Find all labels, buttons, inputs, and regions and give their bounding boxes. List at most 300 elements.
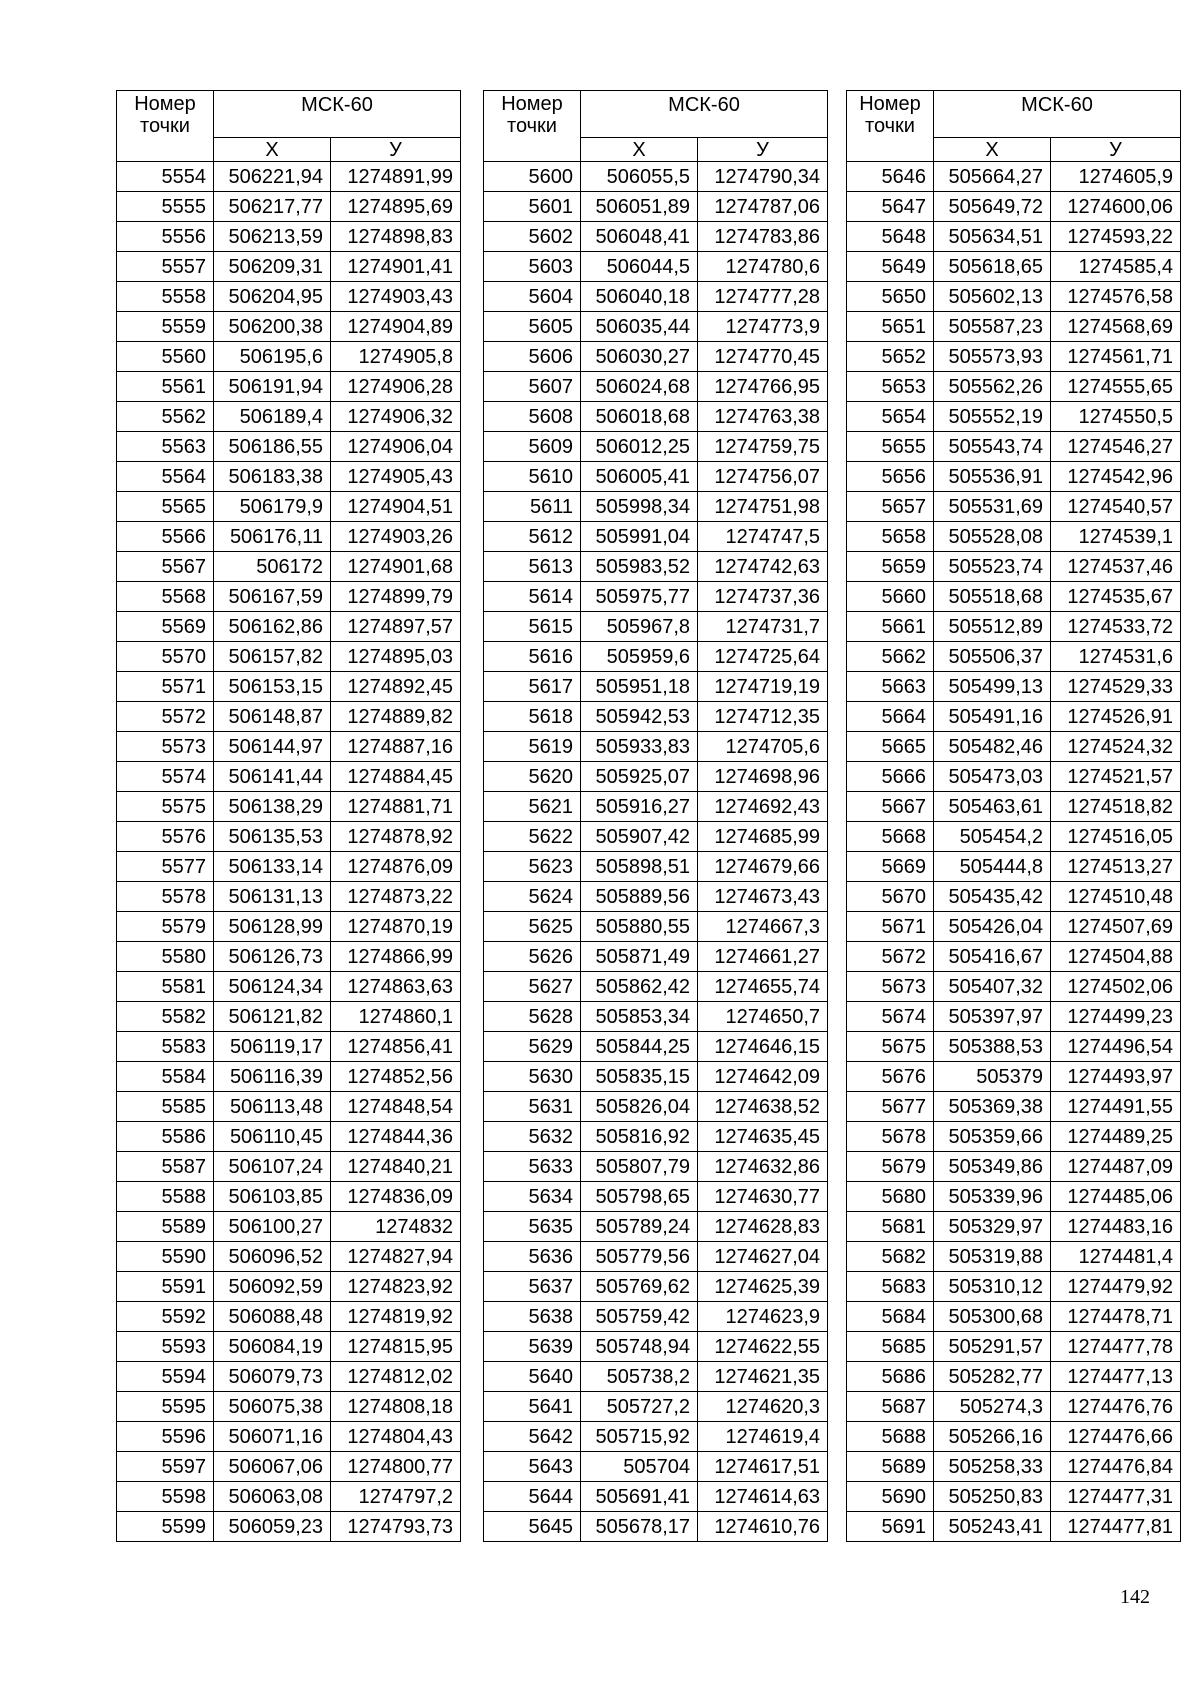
table-row: [847, 162, 1181, 192]
point-number-cell: 5614: [484, 582, 581, 612]
table-row: [847, 1482, 1181, 1512]
x-coordinate-cell: 505634,51: [934, 222, 1051, 252]
y-coordinate-cell: 1274747,5: [698, 522, 828, 552]
x-coordinate-cell: 506186,55: [214, 432, 331, 462]
x-coordinate-cell: 505518,68: [934, 582, 1051, 612]
table-row: [117, 612, 461, 642]
x-coordinate-cell: 506141,44: [214, 762, 331, 792]
x-coordinate-cell: 505925,07: [581, 762, 698, 792]
y-coordinate-cell: 1274593,22: [1051, 222, 1181, 252]
y-coordinate-cell: 1274614,63: [698, 1482, 828, 1512]
point-number-cell: 5566: [117, 522, 214, 552]
point-number-cell: 5666: [847, 762, 934, 792]
y-coordinate-cell: 1274546,27: [1051, 432, 1181, 462]
table-row: [847, 1182, 1181, 1212]
x-coordinate-cell: 505862,42: [581, 972, 698, 1002]
y-coordinate-cell: 1274504,88: [1051, 942, 1181, 972]
point-number-cell: 5562: [117, 402, 214, 432]
table-row: [847, 1002, 1181, 1032]
y-coordinate-cell: 1274770,45: [698, 342, 828, 372]
y-coordinate-cell: 1274904,89: [331, 312, 461, 342]
point-number-cell: 5681: [847, 1212, 934, 1242]
y-coordinate-cell: 1274898,83: [331, 222, 461, 252]
point-number-cell: 5581: [117, 972, 214, 1002]
table-row: [847, 1452, 1181, 1482]
x-header: Х: [581, 138, 698, 162]
y-coordinate-cell: 1274483,16: [1051, 1212, 1181, 1242]
y-coordinate-cell: 1274499,23: [1051, 1002, 1181, 1032]
x-coordinate-cell: 505816,92: [581, 1122, 698, 1152]
y-coordinate-cell: 1274873,22: [331, 882, 461, 912]
table-row: [117, 1062, 461, 1092]
table-row: [847, 1092, 1181, 1122]
table-row: [847, 1512, 1181, 1542]
y-coordinate-cell: 1274719,19: [698, 672, 828, 702]
point-number-cell: 5688: [847, 1422, 934, 1452]
x-coordinate-cell: 505536,91: [934, 462, 1051, 492]
x-coordinate-cell: 506200,38: [214, 312, 331, 342]
table-row: [484, 1002, 828, 1032]
table-body: [117, 162, 461, 1542]
table-row: [484, 312, 828, 342]
table-row: [484, 822, 828, 852]
table-row: [117, 222, 461, 252]
x-coordinate-cell: 506119,17: [214, 1032, 331, 1062]
y-coordinate-cell: 1274793,73: [331, 1512, 461, 1542]
table-row: [484, 162, 828, 192]
y-coordinate-cell: 1274628,83: [698, 1212, 828, 1242]
coordinates-table-2: [483, 90, 828, 1542]
y-coordinate-cell: 1274646,15: [698, 1032, 828, 1062]
table-row: [847, 942, 1181, 972]
y-coordinate-cell: 1274655,74: [698, 972, 828, 1002]
table-row: [847, 402, 1181, 432]
table-row: [117, 1092, 461, 1122]
y-coordinate-cell: 1274840,21: [331, 1152, 461, 1182]
x-coordinate-cell: 505319,88: [934, 1242, 1051, 1272]
y-coordinate-cell: 1274491,55: [1051, 1092, 1181, 1122]
table-row: [847, 792, 1181, 822]
point-number-cell: 5651: [847, 312, 934, 342]
table-row: [117, 1272, 461, 1302]
y-coordinate-cell: 1274777,28: [698, 282, 828, 312]
x-coordinate-cell: 506092,59: [214, 1272, 331, 1302]
point-number-cell: 5636: [484, 1242, 581, 1272]
x-coordinate-cell: 505664,27: [934, 162, 1051, 192]
y-coordinate-cell: 1274797,2: [331, 1482, 461, 1512]
x-coordinate-cell: 506148,87: [214, 702, 331, 732]
table-row: [117, 192, 461, 222]
table-row: [847, 1152, 1181, 1182]
x-coordinate-cell: 505528,08: [934, 522, 1051, 552]
x-coordinate-cell: 505291,57: [934, 1332, 1051, 1362]
x-coordinate-cell: 506121,82: [214, 1002, 331, 1032]
table-row: [484, 732, 828, 762]
x-coordinate-cell: 505959,6: [581, 642, 698, 672]
table-row: [484, 402, 828, 432]
point-number-cell: 5671: [847, 912, 934, 942]
point-number-cell: 5593: [117, 1332, 214, 1362]
y-coordinate-cell: 1274844,36: [331, 1122, 461, 1152]
y-coordinate-cell: 1274897,57: [331, 612, 461, 642]
y-coordinate-cell: 1274860,1: [331, 1002, 461, 1032]
y-coordinate-cell: 1274489,25: [1051, 1122, 1181, 1152]
point-number-cell: 5674: [847, 1002, 934, 1032]
y-coordinate-cell: 1274619,4: [698, 1422, 828, 1452]
table-row: [484, 462, 828, 492]
x-coordinate-cell: 505463,61: [934, 792, 1051, 822]
x-coordinate-cell: 505967,8: [581, 612, 698, 642]
y-coordinate-cell: 1274493,97: [1051, 1062, 1181, 1092]
point-number-cell: 5672: [847, 942, 934, 972]
point-number-cell: 5586: [117, 1122, 214, 1152]
x-coordinate-cell: 506183,38: [214, 462, 331, 492]
table-row: [484, 1422, 828, 1452]
x-coordinate-cell: 506213,59: [214, 222, 331, 252]
point-number-cell: 5687: [847, 1392, 934, 1422]
x-coordinate-cell: 506144,97: [214, 732, 331, 762]
point-number-cell: 5591: [117, 1272, 214, 1302]
table-row: [117, 372, 461, 402]
x-coordinate-cell: 505691,41: [581, 1482, 698, 1512]
table-row: [847, 882, 1181, 912]
x-coordinate-cell: 505562,26: [934, 372, 1051, 402]
table-row: [484, 252, 828, 282]
table-row: [117, 492, 461, 522]
table-row: [484, 342, 828, 372]
point-number-cell: 5603: [484, 252, 581, 282]
y-coordinate-cell: 1274516,05: [1051, 822, 1181, 852]
point-number-cell: 5678: [847, 1122, 934, 1152]
table-row: [117, 552, 461, 582]
y-coordinate-cell: 1274808,18: [331, 1392, 461, 1422]
y-coordinate-cell: 1274892,45: [331, 672, 461, 702]
point-number-cell: 5584: [117, 1062, 214, 1092]
point-number-cell: 5679: [847, 1152, 934, 1182]
x-coordinate-cell: 505942,53: [581, 702, 698, 732]
point-number-cell: 5608: [484, 402, 581, 432]
table-row: [117, 1242, 461, 1272]
table-row: [484, 432, 828, 462]
table-row: [484, 282, 828, 312]
point-number-cell: 5669: [847, 852, 934, 882]
x-coordinate-cell: 505649,72: [934, 192, 1051, 222]
x-coordinate-cell: 506221,94: [214, 162, 331, 192]
point-number-cell: 5690: [847, 1482, 934, 1512]
x-coordinate-cell: 505769,62: [581, 1272, 698, 1302]
x-coordinate-cell: 505416,67: [934, 942, 1051, 972]
point-number-cell: 5643: [484, 1452, 581, 1482]
x-coordinate-cell: 506075,38: [214, 1392, 331, 1422]
x-coordinate-cell: 506096,52: [214, 1242, 331, 1272]
point-number-cell: 5673: [847, 972, 934, 1002]
y-coordinate-cell: 1274881,71: [331, 792, 461, 822]
y-coordinate-cell: 1274537,46: [1051, 552, 1181, 582]
point-number-cell: 5601: [484, 192, 581, 222]
point-number-cell: 5597: [117, 1452, 214, 1482]
y-coordinate-cell: 1274870,19: [331, 912, 461, 942]
x-coordinate-cell: 505258,33: [934, 1452, 1051, 1482]
x-coordinate-cell: 506044,5: [581, 252, 698, 282]
x-coordinate-cell: 505826,04: [581, 1092, 698, 1122]
y-header: У: [698, 138, 828, 162]
y-coordinate-cell: 1274502,06: [1051, 972, 1181, 1002]
x-coordinate-cell: 505880,55: [581, 912, 698, 942]
table-row: [484, 222, 828, 252]
table-row: [847, 1302, 1181, 1332]
point-number-cell: 5560: [117, 342, 214, 372]
x-coordinate-cell: 505704: [581, 1452, 698, 1482]
table-row: [117, 1422, 461, 1452]
x-coordinate-cell: 506153,15: [214, 672, 331, 702]
y-coordinate-cell: 1274705,6: [698, 732, 828, 762]
x-coordinate-cell: 505379: [934, 1062, 1051, 1092]
y-coordinate-cell: 1274630,77: [698, 1182, 828, 1212]
y-coordinate-cell: 1274600,06: [1051, 192, 1181, 222]
table-row: [847, 192, 1181, 222]
table-row: [117, 1392, 461, 1422]
point-number-cell: 5650: [847, 282, 934, 312]
x-coordinate-cell: 505618,65: [934, 252, 1051, 282]
y-coordinate-cell: 1274815,95: [331, 1332, 461, 1362]
table-row: [117, 912, 461, 942]
point-number-cell: 5632: [484, 1122, 581, 1152]
point-number-cell: 5631: [484, 1092, 581, 1122]
table-row: [484, 612, 828, 642]
table-row: [117, 972, 461, 1002]
table-row: [847, 462, 1181, 492]
table-row: [847, 1062, 1181, 1092]
x-coordinate-cell: 505552,19: [934, 402, 1051, 432]
point-number-cell: 5659: [847, 552, 934, 582]
table-row: [484, 882, 828, 912]
table-row: [847, 432, 1181, 462]
point-number-cell: 5568: [117, 582, 214, 612]
y-coordinate-cell: 1274476,76: [1051, 1392, 1181, 1422]
x-coordinate-cell: 506063,08: [214, 1482, 331, 1512]
y-coordinate-cell: 1274524,32: [1051, 732, 1181, 762]
x-coordinate-cell: 505512,89: [934, 612, 1051, 642]
y-coordinate-cell: 1274477,31: [1051, 1482, 1181, 1512]
table-row: [484, 1512, 828, 1542]
y-coordinate-cell: 1274623,9: [698, 1302, 828, 1332]
table-row: [484, 792, 828, 822]
x-coordinate-cell: 506084,19: [214, 1332, 331, 1362]
y-coordinate-cell: 1274487,09: [1051, 1152, 1181, 1182]
point-number-cell: 5667: [847, 792, 934, 822]
table-row: [117, 522, 461, 552]
x-coordinate-cell: 505349,86: [934, 1152, 1051, 1182]
x-coordinate-cell: 505871,49: [581, 942, 698, 972]
x-coordinate-cell: 505250,83: [934, 1482, 1051, 1512]
x-coordinate-cell: 506005,41: [581, 462, 698, 492]
point-number-cell: 5587: [117, 1152, 214, 1182]
x-coordinate-cell: 506157,82: [214, 642, 331, 672]
x-coordinate-cell: 505727,2: [581, 1392, 698, 1422]
point-number-cell: 5663: [847, 672, 934, 702]
y-coordinate-cell: 1274638,52: [698, 1092, 828, 1122]
point-number-cell: 5635: [484, 1212, 581, 1242]
x-coordinate-cell: 505243,41: [934, 1512, 1051, 1542]
x-coordinate-cell: 505759,42: [581, 1302, 698, 1332]
x-coordinate-cell: 506126,73: [214, 942, 331, 972]
point-number-cell: 5649: [847, 252, 934, 282]
point-number-cell: 5621: [484, 792, 581, 822]
y-coordinate-cell: 1274481,4: [1051, 1242, 1181, 1272]
y-coordinate-cell: 1274766,95: [698, 372, 828, 402]
table-row: [847, 372, 1181, 402]
x-coordinate-cell: 506107,24: [214, 1152, 331, 1182]
point-number-cell: 5558: [117, 282, 214, 312]
x-coordinate-cell: 505798,65: [581, 1182, 698, 1212]
point-number-cell: 5624: [484, 882, 581, 912]
y-header: У: [331, 138, 461, 162]
table-row: [484, 1362, 828, 1392]
point-number-cell: 5618: [484, 702, 581, 732]
x-coordinate-cell: 506012,25: [581, 432, 698, 462]
point-number-cell: 5655: [847, 432, 934, 462]
point-number-cell: 5595: [117, 1392, 214, 1422]
x-coordinate-cell: 505779,56: [581, 1242, 698, 1272]
table-row: [484, 852, 828, 882]
table-row: [117, 162, 461, 192]
y-coordinate-cell: 1274763,38: [698, 402, 828, 432]
point-number-cell: 5685: [847, 1332, 934, 1362]
y-coordinate-cell: 1274759,75: [698, 432, 828, 462]
table-row: [117, 1152, 461, 1182]
x-coordinate-cell: 505889,56: [581, 882, 698, 912]
x-coordinate-cell: 506055,5: [581, 162, 698, 192]
table-row: [847, 1212, 1181, 1242]
x-coordinate-cell: 505907,42: [581, 822, 698, 852]
table-body: [484, 162, 828, 1542]
x-coordinate-cell: 506103,85: [214, 1182, 331, 1212]
x-coordinate-cell: 506113,48: [214, 1092, 331, 1122]
table-body: [847, 162, 1181, 1542]
point-number-cell: 5570: [117, 642, 214, 672]
point-number-cell: 5563: [117, 432, 214, 462]
point-number-header: Номер точки: [117, 91, 214, 162]
y-coordinate-cell: 1274650,7: [698, 1002, 828, 1032]
y-coordinate-cell: 1274780,6: [698, 252, 828, 282]
y-coordinate-cell: 1274800,77: [331, 1452, 461, 1482]
table-row: [117, 942, 461, 972]
y-coordinate-cell: 1274479,92: [1051, 1272, 1181, 1302]
coordinate-system-header: МСК-60: [214, 91, 461, 138]
y-coordinate-cell: 1274751,98: [698, 492, 828, 522]
x-coordinate-cell: 506167,59: [214, 582, 331, 612]
point-number-cell: 5665: [847, 732, 934, 762]
table-row: [484, 1182, 828, 1212]
point-number-cell: 5664: [847, 702, 934, 732]
table-row: [117, 1122, 461, 1152]
x-coordinate-cell: 505807,79: [581, 1152, 698, 1182]
x-coordinate-cell: 505853,34: [581, 1002, 698, 1032]
y-coordinate-cell: 1274737,36: [698, 582, 828, 612]
x-coordinate-cell: 506024,68: [581, 372, 698, 402]
y-coordinate-cell: 1274848,54: [331, 1092, 461, 1122]
y-coordinate-cell: 1274804,43: [331, 1422, 461, 1452]
table-row: [847, 1362, 1181, 1392]
point-number-cell: 5590: [117, 1242, 214, 1272]
y-coordinate-cell: 1274635,45: [698, 1122, 828, 1152]
x-coordinate-cell: 505444,8: [934, 852, 1051, 882]
table-row: [117, 1332, 461, 1362]
x-coordinate-cell: 506133,14: [214, 852, 331, 882]
x-coordinate-cell: 506191,94: [214, 372, 331, 402]
x-coordinate-cell: 505789,24: [581, 1212, 698, 1242]
table-row: [847, 342, 1181, 372]
table-row: [484, 492, 828, 522]
x-coordinate-cell: 505748,94: [581, 1332, 698, 1362]
point-number-cell: 5657: [847, 492, 934, 522]
y-coordinate-cell: 1274550,5: [1051, 402, 1181, 432]
y-coordinate-cell: 1274622,55: [698, 1332, 828, 1362]
x-coordinate-cell: 506179,9: [214, 492, 331, 522]
x-header: Х: [214, 138, 331, 162]
x-coordinate-cell: 505274,3: [934, 1392, 1051, 1422]
point-number-cell: 5628: [484, 1002, 581, 1032]
y-coordinate-cell: 1274620,3: [698, 1392, 828, 1422]
x-coordinate-cell: 505506,37: [934, 642, 1051, 672]
point-number-cell: 5612: [484, 522, 581, 552]
point-number-cell: 5583: [117, 1032, 214, 1062]
point-number-cell: 5573: [117, 732, 214, 762]
table-row: [484, 642, 828, 672]
table-row: [117, 312, 461, 342]
table-row: [484, 1152, 828, 1182]
y-coordinate-cell: 1274513,27: [1051, 852, 1181, 882]
y-coordinate-cell: 1274906,04: [331, 432, 461, 462]
x-coordinate-cell: 505844,25: [581, 1032, 698, 1062]
point-number-cell: 5600: [484, 162, 581, 192]
point-number-cell: 5644: [484, 1482, 581, 1512]
point-number-cell: 5670: [847, 882, 934, 912]
y-coordinate-cell: 1274568,69: [1051, 312, 1181, 342]
point-number-cell: 5625: [484, 912, 581, 942]
table-row: [117, 1482, 461, 1512]
table-row: [117, 732, 461, 762]
point-number-cell: 5683: [847, 1272, 934, 1302]
point-number-cell: 5662: [847, 642, 934, 672]
point-number-cell: 5645: [484, 1512, 581, 1542]
table-row: [117, 882, 461, 912]
y-coordinate-cell: 1274895,69: [331, 192, 461, 222]
table-row: [847, 1332, 1181, 1362]
y-coordinate-cell: 1274477,13: [1051, 1362, 1181, 1392]
point-number-cell: 5615: [484, 612, 581, 642]
y-coordinate-cell: 1274901,41: [331, 252, 461, 282]
point-number-cell: 5656: [847, 462, 934, 492]
x-coordinate-cell: 506110,45: [214, 1122, 331, 1152]
point-number-cell: 5639: [484, 1332, 581, 1362]
x-coordinate-cell: 506035,44: [581, 312, 698, 342]
y-coordinate-cell: 1274518,82: [1051, 792, 1181, 822]
table-row: [484, 1482, 828, 1512]
point-number-cell: 5658: [847, 522, 934, 552]
point-number-cell: 5599: [117, 1512, 214, 1542]
y-coordinate-cell: 1274903,26: [331, 522, 461, 552]
x-coordinate-cell: 506048,41: [581, 222, 698, 252]
table-row: [117, 852, 461, 882]
point-number-cell: 5578: [117, 882, 214, 912]
y-coordinate-cell: 1274856,41: [331, 1032, 461, 1062]
table-row: [847, 1392, 1181, 1422]
y-coordinate-cell: 1274905,43: [331, 462, 461, 492]
table-row: [847, 822, 1181, 852]
x-coordinate-cell: 506040,18: [581, 282, 698, 312]
table-row: [117, 462, 461, 492]
